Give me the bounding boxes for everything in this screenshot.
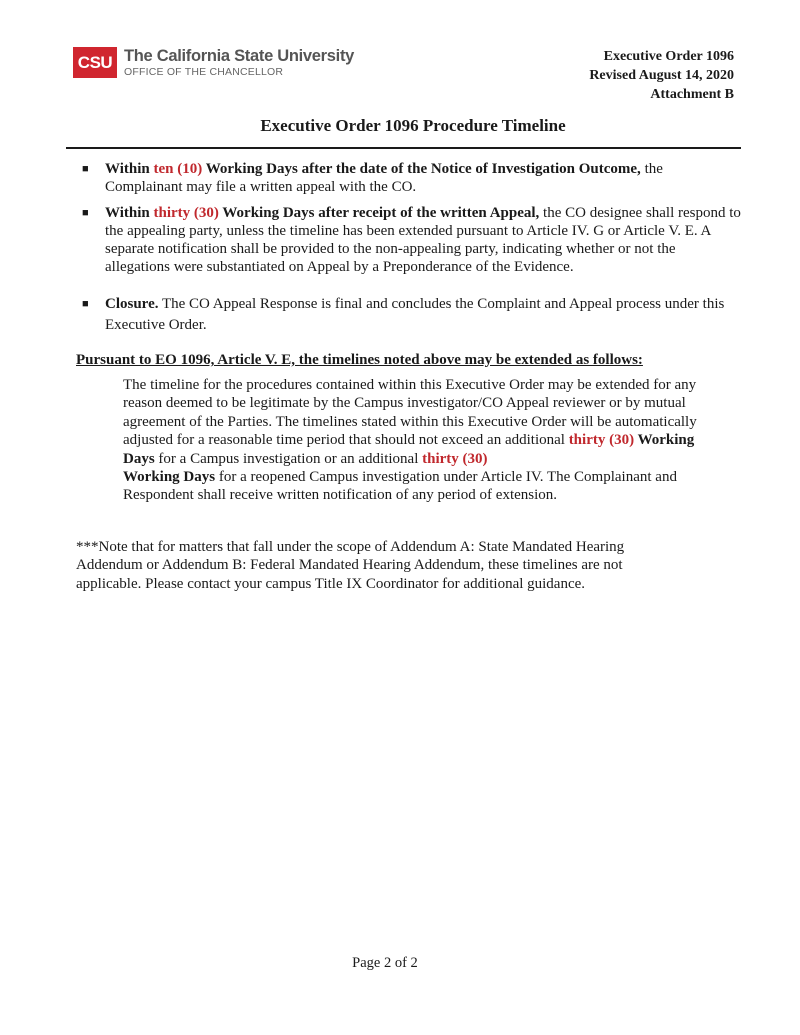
square-bullet-icon: ■	[82, 298, 89, 310]
bullet-lead: Closure.	[105, 296, 159, 312]
bullet-body: the Complainant may file a written appeal with the CO.	[105, 161, 663, 195]
extension-text: The timeline for the procedures contained within this Executive Order may be extended for any reason deemed to be legitimate by the Campus investigator/CO Appeal reviewer or by mutual agreement of the Parties. The timelines stated within this Executive Order will be automatically adjusted for a reasonable time period that should not exceed an additional	[123, 377, 697, 449]
document-meta	[589, 47, 734, 104]
logo-office-name: OFFICE OF THE CHANCELLOR	[124, 66, 284, 78]
bullet-text	[105, 160, 742, 196]
working-days-label: Working Days	[123, 469, 216, 486]
deadline-highlight: ten (10)	[153, 161, 203, 177]
square-bullet-icon: ■	[82, 163, 89, 175]
bullet-bold-text: Working Days after receipt of the written Appeal,	[218, 205, 540, 221]
square-bullet-icon: ■	[82, 207, 89, 219]
deadline-highlight: thirty (30)	[568, 432, 635, 449]
bullet-text	[105, 204, 742, 276]
bullet-lead: Within	[105, 205, 154, 221]
list-item-closure	[82, 294, 742, 336]
bullet-body: the CO designee shall respond to the appealing party, unless the timeline has been extended pursuant to Article IV. G or Article V. E. A separate notification shall be provided to the non-appealing party, indicating whether or not the allegations were substantiated on Appeal by a Preponderance of the Evidence.	[105, 205, 741, 275]
extension-text: for a Campus investigation or an additional	[154, 450, 423, 467]
meta-attachment: Attachment B	[650, 87, 734, 102]
bullet-text	[105, 294, 742, 336]
page-number: Page 2 of 2	[352, 955, 418, 971]
list-item-appeal-filing	[82, 160, 742, 196]
addendum-note: ***Note that for matters that fall under the scope of Addendum A: State Mandated Hearing Addendum or Addendum B: Federal Mandated Hearing Addendum, these timelines are not applicable. Please contact your campus Title IX Coordinator for additional guidance.	[76, 539, 625, 592]
bullet-bold-text: Working Days after the date of the Notice of Investigation Outcome,	[202, 161, 641, 177]
working-days-label: Working Days	[123, 432, 695, 467]
extension-heading: Pursuant to EO 1096, Article V. E, the timelines noted above may be extended as follows:	[76, 352, 643, 368]
deadline-highlight: thirty (30)	[422, 450, 488, 467]
csu-logo-mark: CSU	[73, 47, 117, 78]
bullet-lead: Within	[105, 161, 154, 177]
logo-university-name: The California State University	[124, 46, 355, 65]
extension-text: for a reopened Campus investigation under Article IV. The Complainant and Respondent shall receive written notification of any period of extension.	[123, 469, 677, 504]
meta-order-number: Executive Order 1096	[603, 49, 734, 64]
meta-revision-date: Revised August 14, 2020	[589, 68, 734, 83]
bullet-body: The CO Appeal Response is final and concludes the Complaint and Appeal process under this Executive Order.	[105, 296, 725, 333]
deadline-highlight: thirty (30)	[153, 205, 219, 221]
extension-paragraph	[123, 376, 723, 505]
csu-logo-text	[124, 48, 354, 78]
title-divider	[66, 147, 741, 149]
csu-logo	[73, 47, 354, 78]
page-title: Executive Order 1096 Procedure Timeline	[260, 116, 566, 135]
list-item-appeal-response	[82, 204, 742, 276]
